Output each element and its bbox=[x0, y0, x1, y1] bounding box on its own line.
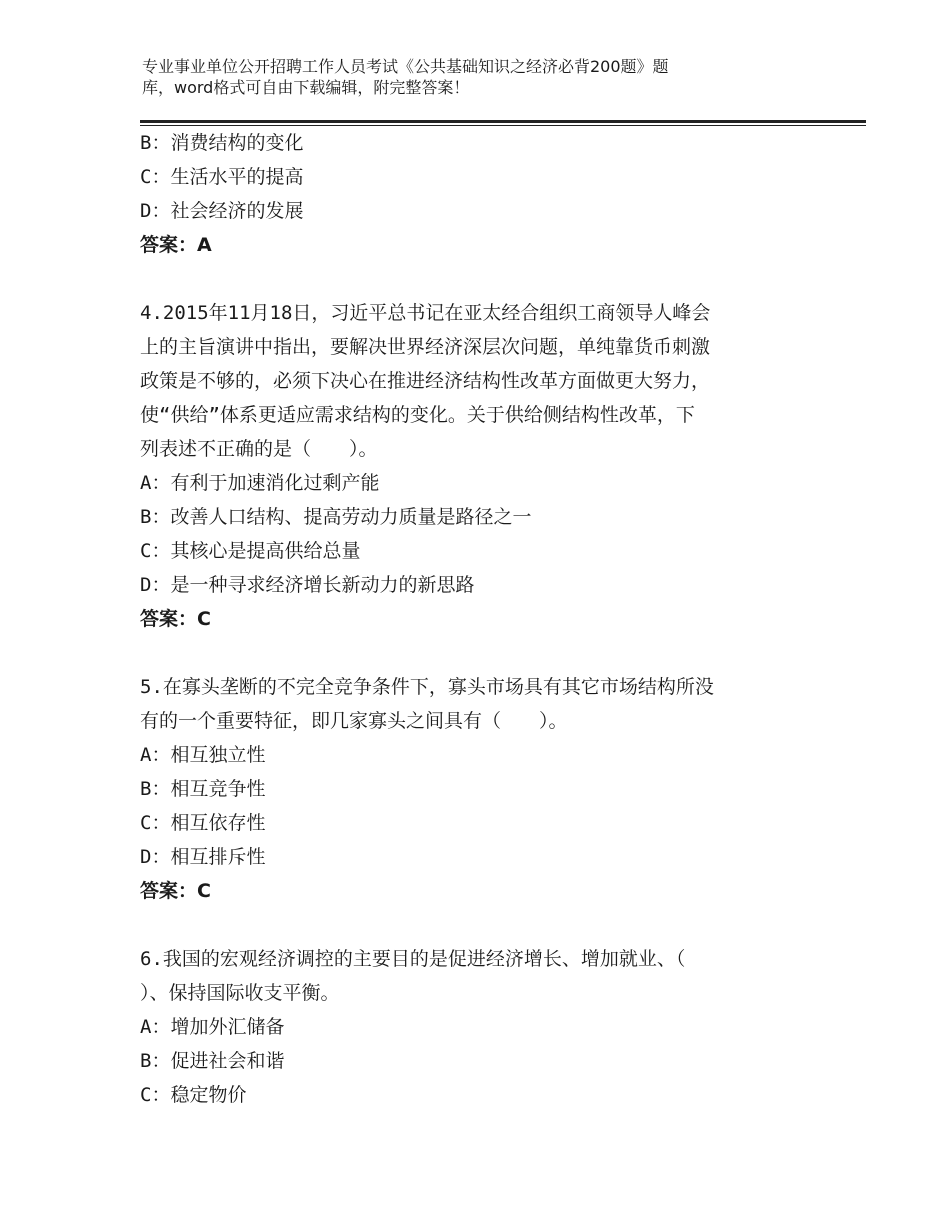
question-stem-line: 上的主旨演讲中指出，要解决世界经济深层次问题，单纯靠货币刺激 bbox=[140, 336, 711, 358]
option-c: C：其核心是提高供给总量 bbox=[140, 540, 361, 562]
question-5 bbox=[140, 670, 800, 908]
spacer bbox=[140, 908, 800, 942]
question-stem-line: ）、保持国际收支平衡。 bbox=[140, 982, 340, 1004]
question-4 bbox=[140, 296, 800, 636]
option-a: A：增加外汇储备 bbox=[140, 1016, 285, 1038]
question-stem-line: 有的一个重要特征，即几家寡头之间具有（ ）。 bbox=[140, 710, 568, 732]
question-stem-line: 4.2015年11月18日，习近平总书记在亚太经合组织工商领导人峰会 bbox=[140, 302, 711, 324]
header-line-1: 专业事业单位公开招聘工作人员考试《公共基础知识之经济必背200题》题 bbox=[142, 57, 669, 76]
answer: 答案：C bbox=[140, 608, 211, 630]
question-6 bbox=[140, 942, 800, 1112]
option-c: C：相互依存性 bbox=[140, 812, 266, 834]
option-d: D：是一种寻求经济增长新动力的新思路 bbox=[140, 574, 475, 596]
option-c: C：生活水平的提高 bbox=[140, 166, 304, 188]
question-3-tail bbox=[140, 126, 800, 262]
option-d: D：社会经济的发展 bbox=[140, 200, 304, 222]
option-d: D：相互排斥性 bbox=[140, 846, 266, 868]
option-b: B：消费结构的变化 bbox=[140, 132, 304, 154]
option-b: B：相互竞争性 bbox=[140, 778, 266, 800]
option-c: C：稳定物价 bbox=[140, 1084, 247, 1106]
spacer bbox=[140, 636, 800, 670]
answer: 答案：A bbox=[140, 234, 212, 256]
header-line-2: 库，word格式可自由下载编辑，附完整答案！ bbox=[142, 78, 470, 97]
spacer bbox=[140, 262, 800, 296]
question-stem-line: 政策是不够的，必须下决心在推进经济结构性改革方面做更大努力， bbox=[140, 370, 711, 392]
option-a: A：相互独立性 bbox=[140, 744, 266, 766]
question-stem-line: 6.我国的宏观经济调控的主要目的是促进经济增长、增加就业、（ bbox=[140, 948, 686, 970]
document-header bbox=[142, 56, 782, 98]
option-b: B：改善人口结构、提高劳动力质量是路径之一 bbox=[140, 506, 532, 528]
question-stem-line: 使“供给”体系更适应需求结构的变化。关于供给侧结构性改革，下 bbox=[140, 404, 695, 426]
question-stem-line: 5.在寡头垄断的不完全竞争条件下，寡头市场具有其它市场结构所没 bbox=[140, 676, 714, 698]
question-stem-line: 列表述不正确的是（ ）。 bbox=[140, 438, 378, 460]
answer: 答案：C bbox=[140, 880, 211, 902]
option-b: B：促进社会和谐 bbox=[140, 1050, 285, 1072]
document-body bbox=[140, 126, 800, 1112]
option-a: A：有利于加速消化过剩产能 bbox=[140, 472, 380, 494]
header-divider-thick bbox=[140, 120, 866, 123]
